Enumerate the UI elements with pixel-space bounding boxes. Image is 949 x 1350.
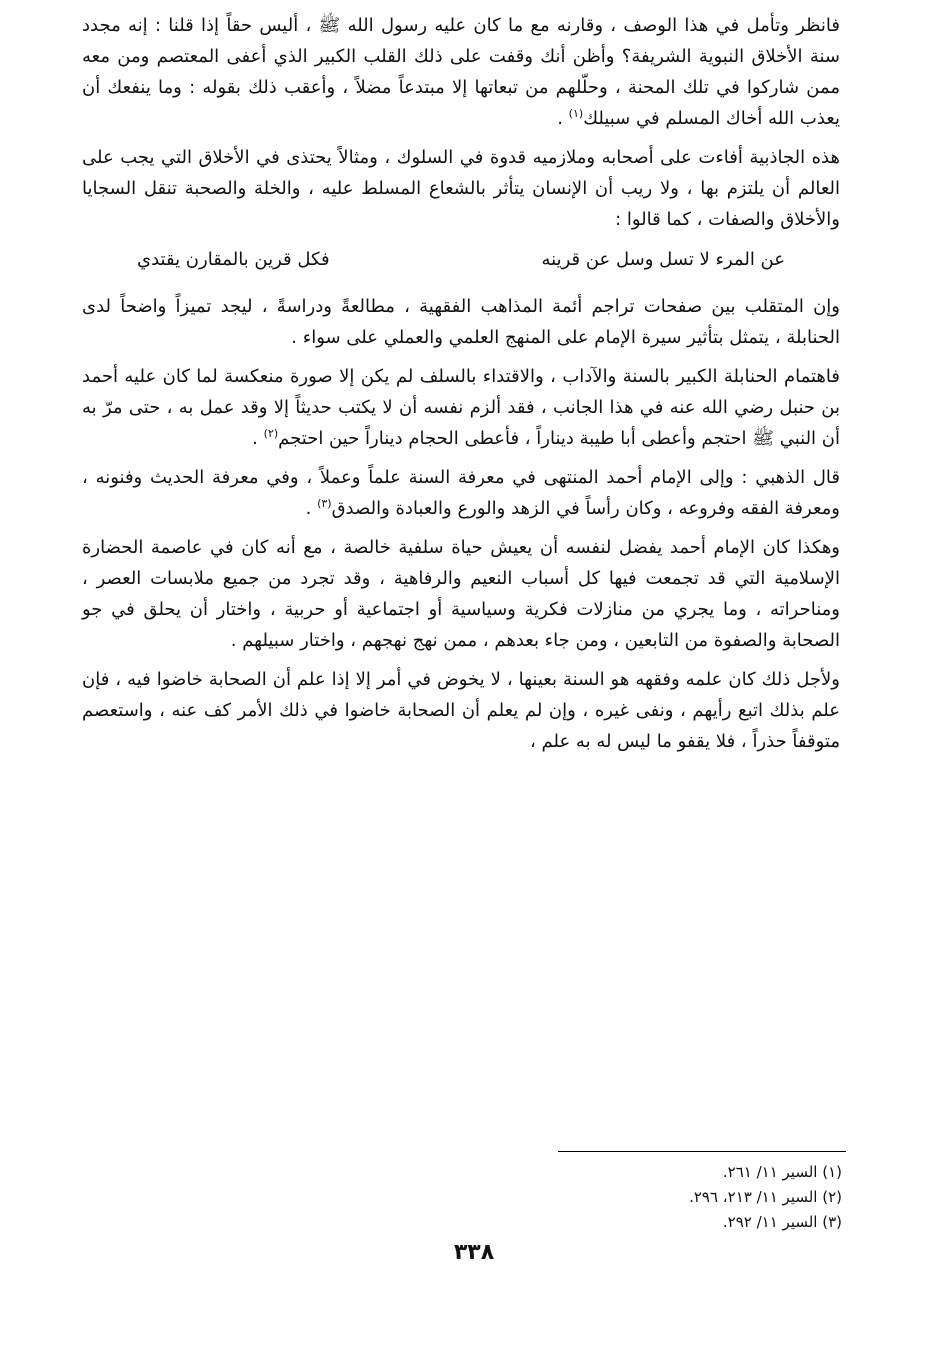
- poetry-verse: [137, 245, 785, 275]
- paragraph-end: .: [252, 428, 258, 449]
- paragraph-end: .: [305, 498, 312, 519]
- paragraph-text: فانظر وتأمل في هذا الوصف ، وقارنه مع ما كان عليه رسول الله ﷺ ، أليس حقاً إذا قلنا : إنه مجدد سنة الأخلاق النبوية الشريفة؟ وأظن أنك وقفت على ذلك القلب الكبير الذي أعفى المعتصم ومن معه ممن شاركوا في تلك المحنة ، وحلّلهم من تبعاتها إلا مبتدعاً مضلاً ، وأعقب ذلك بقوله : وما ينفعك أن يعذب الله أخاك المسلم في سبيلك: [82, 15, 840, 129]
- paragraph-6: [82, 532, 840, 656]
- paragraph-text: قال الذهبي : وإلى الإمام أحمد المنتهى في معرفة السنة علماً وعملاً ، وفي معرفة الحديث وفنونه ، ومعرفة الفقه وفروعه ، وكان رأساً في الزهد والورع والعبادة والصدق: [82, 467, 840, 519]
- paragraph-7: [82, 664, 840, 757]
- verse-second-hemistich: فكل قرين بالمقارن يقتدي: [137, 249, 330, 270]
- footnote-divider: [558, 1151, 846, 1152]
- paragraph-text: وهكذا كان الإمام أحمد يفضل لنفسه أن يعيش حياة سلفية خالصة ، مع أنه كان في عاصمة الحضارة الإسلامية التي قد تجمعت فيها كل أسباب النعيم والرفاهية ، وقد تجرد من جميع ملابسات العصر ، ومناحراته ، وما يجري من منازلات فكرية وسياسية أو اجتماعية أو حربية ، واختار أن يحلق في جو الصحابة والصفوة من التابعين ، ومن جاء بعدهم ، ممن نهج نهجهم ، واختار سبيلهم .: [82, 537, 840, 651]
- paragraph-5: [82, 462, 840, 524]
- paragraph-text: فاهتمام الحنابلة الكبير بالسنة والآداب ، والاقتداء بالسلف لم يكن إلا صورة منعكسة لما كان عليه أحمد بن حنبل رضي الله عنه في هذا الجانب ، فقد ألزم نفسه أن لا يكتب حديثاً إلا وقد عمل به ، حتى مرّ به أن النبي ﷺ احتجم وأعطى أبا طيبة ديناراً ، فأعطى الحجام ديناراً حين احتجم: [82, 366, 840, 449]
- main-text: [82, 10, 840, 765]
- paragraph-4: [82, 361, 840, 454]
- paragraph-text: وإن المتقلب بين صفحات تراجم أئمة المذاهب الفقهية ، مطالعةً ودراسةً ، ليجد تميزاً واضحاً لدى الحنابلة ، يتمثل بتأثير سيرة الإمام على المنهج العلمي والعملي على سواء .: [82, 296, 840, 348]
- footnote-ref-2: (٢): [263, 427, 279, 440]
- footnote-ref-1: (١): [568, 107, 584, 120]
- verse-first-hemistich: عن المرء لا تسل وسل عن قرينه: [541, 249, 785, 270]
- footnotes: [560, 1160, 842, 1235]
- footnote-2: (٢) السير ١١/ ٢١٣، ٢٩٦.: [689, 1188, 842, 1206]
- paragraph-text: ولأجل ذلك كان علمه وفقهه هو السنة بعينها ، لا يخوض في أمر إلا إذا علم أن الصحابة خاضوا فيه ، فإن علم بذلك اتبع رأيهم ، ونفى غيره ، وإن لم يعلم أن الصحابة خاضوا في ذلك الأمر كف عنه ، واستعصم متوقفاً حذراً ، فلا يقفو ما ليس له به علم ،: [82, 669, 840, 752]
- footnote-3: (٣) السير ١١/ ٢٩٢.: [722, 1213, 842, 1231]
- paragraph-2: [82, 142, 840, 235]
- footnote-ref-3: (٣): [317, 497, 332, 510]
- footnote-1: (١) السير ١١/ ٢٦١.: [722, 1163, 842, 1181]
- paragraph-text: هذه الجاذبية أفاءت على أصحابه وملازميه قدوة في السلوك ، ومثالاً يحتذى في الأخلاق التي يجب على العالم أن يلتزم بها ، ولا ريب أن الإنسان يتأثر بالشعاع المسلط عليه ، والخلة والصحبة تنقل السجايا والأخلاق والصفات ، كما قالوا :: [82, 147, 840, 230]
- paragraph-end: .: [557, 108, 563, 129]
- paragraph-3: [82, 291, 840, 353]
- page-number: ٣٣٨: [453, 1240, 495, 1265]
- paragraph-1: [82, 10, 840, 134]
